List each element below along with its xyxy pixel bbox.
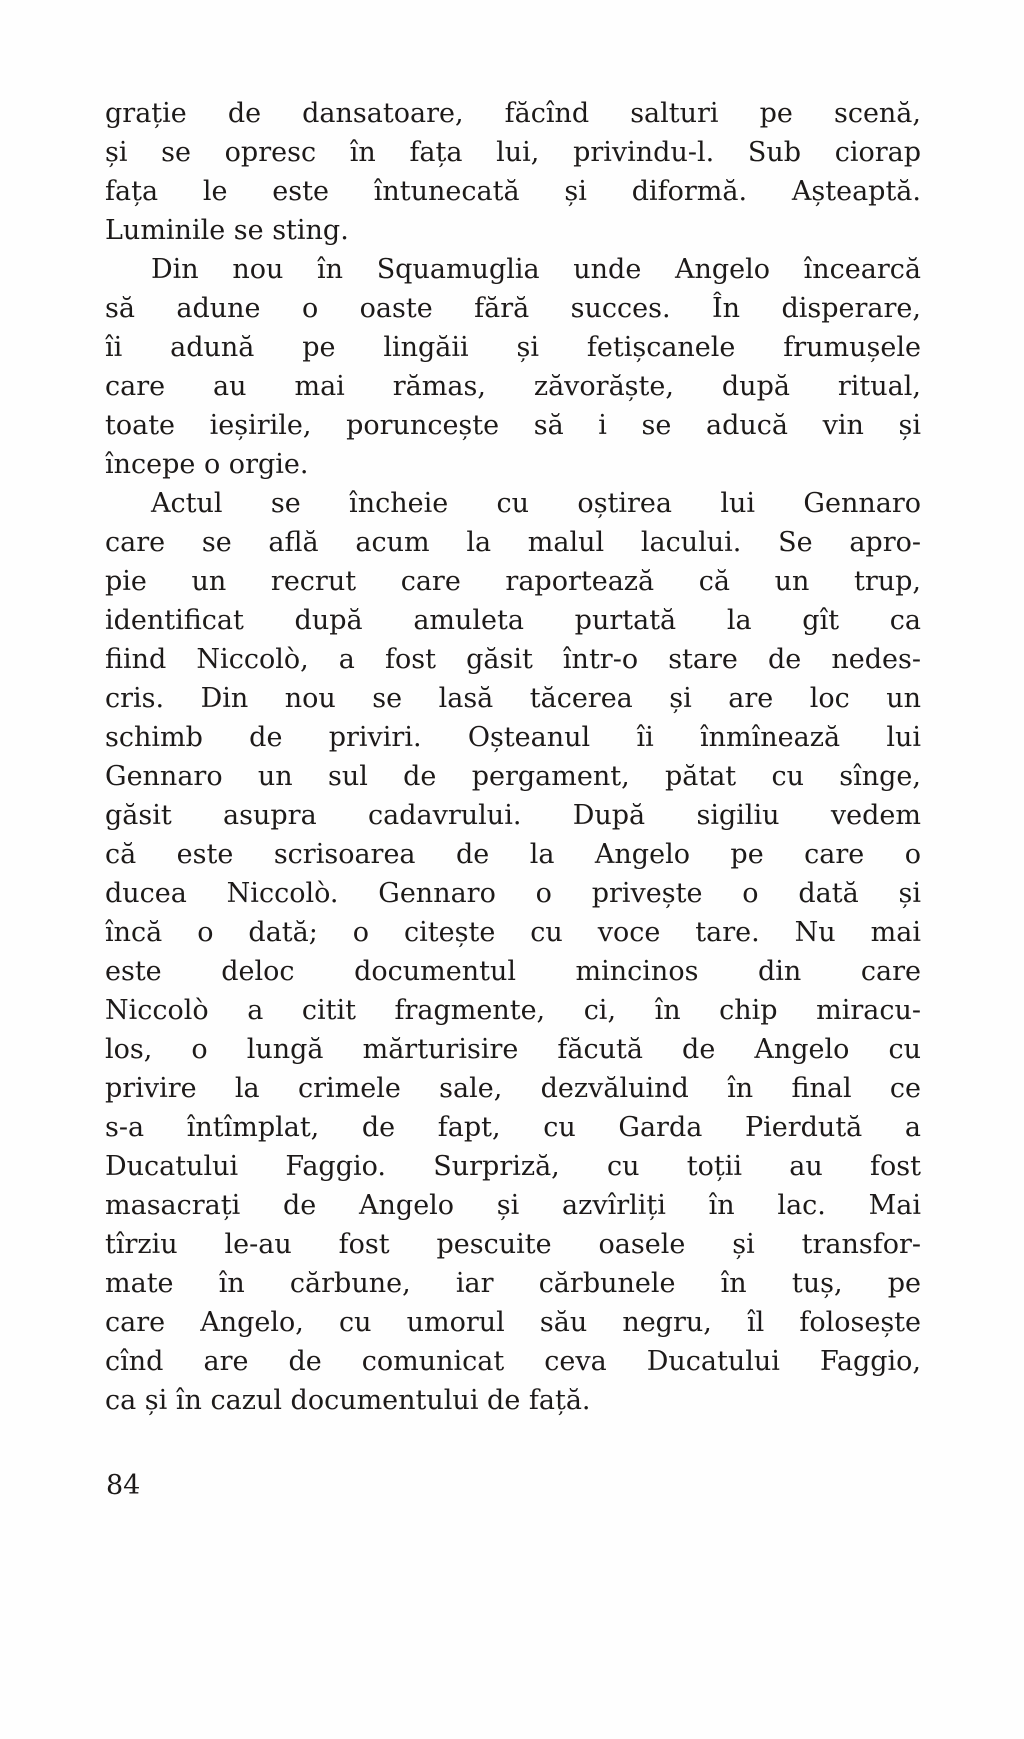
text-line: încă o dată; o citește cu voce tare. Nu mai [105,917,921,948]
text-line: identificat după amuleta purtată la gît ca [105,605,921,636]
text-line: toate ieșirile, poruncește să i se aducă vin și [105,410,921,441]
paragraph [105,250,921,484]
text-line: tîrziu le-au fost pescuite oasele și transfor- [105,1229,921,1260]
text-line: privire la crimele sale, dezvăluind în final ce [105,1073,921,1104]
text-line: pie un recrut care raportează că un trup, [105,566,921,597]
text-line: grație de dansatoare, făcînd salturi pe scenă, [105,98,921,129]
text-line: ducea Niccolò. Gennaro o privește o dată și [105,878,921,909]
paragraph [105,484,921,1420]
text-line: care Angelo, cu umorul său negru, îl folosește [105,1307,921,1338]
text-line: masacrați de Angelo și azvîrliți în lac. Mai [105,1190,921,1221]
text-line: este deloc documentul mincinos din care [105,956,921,987]
text-line: ca și în cazul documentului de față. [105,1385,591,1416]
paragraph [105,94,921,250]
text-line: începe o orgie. [105,449,309,480]
text-line: care au mai rămas, zăvorăște, după ritual, [105,371,921,402]
text-line: cînd are de comunicat ceva Ducatului Faggio, [105,1346,921,1377]
text-line: Din nou în Squamuglia unde Angelo încearcă [151,254,921,285]
text-line: schimb de priviri. Oșteanul îi înmînează lui [105,722,921,753]
page-number: 84 [106,1470,141,1501]
text-line: care se află acum la malul lacului. Se apro- [105,527,921,558]
text-line: Gennaro un sul de pergament, pătat cu sînge, [105,761,921,792]
text-line: să adune o oaste fără succes. În disperare, [105,293,921,324]
text-line: Actul se încheie cu oștirea lui Gennaro [151,488,921,519]
text-line: fața le este întunecată și diformă. Așteaptă. [105,176,921,207]
text-line: cris. Din nou se lasă tăcerea și are loc un [105,683,921,714]
text-line: că este scrisoarea de la Angelo pe care o [105,839,921,870]
text-line: și se opresc în fața lui, privindu-l. Sub ciorap [105,137,921,168]
text-line: Niccolò a citit fragmente, ci, în chip miracu- [105,995,921,1026]
text-line: s-a întîmplat, de fapt, cu Garda Pierdută a [105,1112,921,1143]
text-line: fiind Niccolò, a fost găsit într-o stare de nedes- [105,644,921,675]
text-line: îi adună pe lingăii și fetișcanele frumușele [105,332,921,363]
text-line: Ducatului Faggio. Surpriză, cu toții au fost [105,1151,921,1182]
text-line: mate în cărbune, iar cărbunele în tuș, pe [105,1268,921,1299]
text-line: găsit asupra cadavrului. După sigiliu vedem [105,800,921,831]
text-line: Luminile se sting. [105,215,349,246]
page-text [105,94,921,1420]
text-line: los, o lungă mărturisire făcută de Angelo cu [105,1034,921,1065]
